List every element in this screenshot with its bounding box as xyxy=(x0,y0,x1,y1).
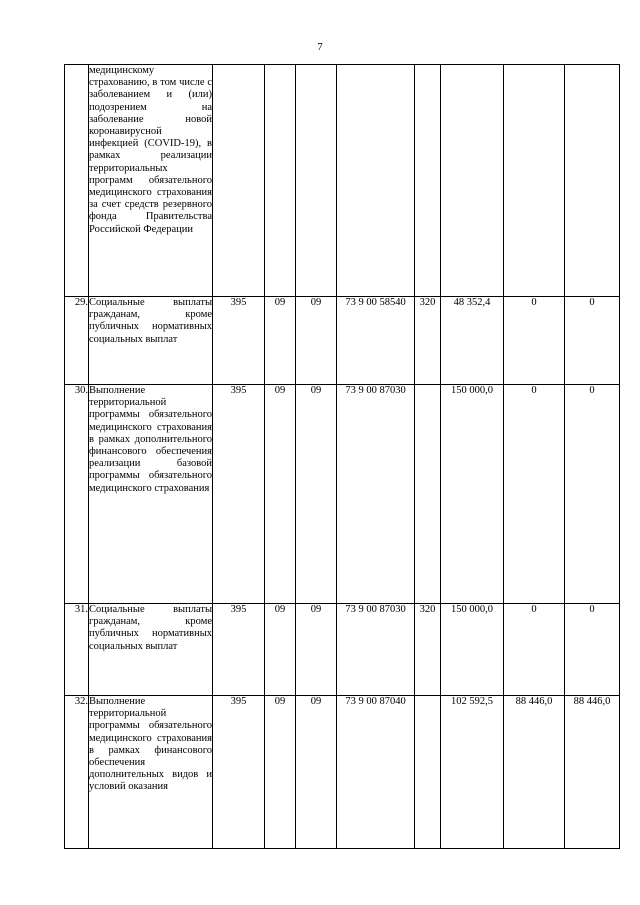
table-row xyxy=(65,696,620,849)
budget-table xyxy=(64,64,620,849)
amount-year-1: 102 592,5 xyxy=(441,696,504,849)
section-code: 09 xyxy=(265,297,296,385)
row-description: Выполнение территориальной программы обязательного медицинского страхования в рамках дополнительного финансового обеспечения реализации базовой программы обязательного медицинского страхования xyxy=(89,385,213,604)
page-number: 7 xyxy=(317,41,323,53)
table-row xyxy=(65,297,620,385)
expense-type-code: 320 xyxy=(415,297,441,385)
amount-year-2: 0 xyxy=(504,604,565,696)
amount-year-3: 0 xyxy=(565,297,620,385)
amount-year-1 xyxy=(441,65,504,297)
row-description: Социальные выплаты гражданам, кроме публичных нормативных социальных выплат xyxy=(89,297,213,385)
amount-year-2: 0 xyxy=(504,297,565,385)
amount-year-1: 150 000,0 xyxy=(441,385,504,604)
ministry-code: 395 xyxy=(213,696,265,849)
section-code: 09 xyxy=(265,385,296,604)
expense-type-code: 320 xyxy=(415,604,441,696)
subsection-code: 09 xyxy=(296,297,337,385)
target-article-code: 73 9 00 58540 xyxy=(337,297,415,385)
amount-year-2: 88 446,0 xyxy=(504,696,565,849)
amount-year-3: 0 xyxy=(565,385,620,604)
target-article-code: 73 9 00 87030 xyxy=(337,604,415,696)
expense-type-code xyxy=(415,696,441,849)
row-number xyxy=(65,65,89,297)
ministry-code: 395 xyxy=(213,385,265,604)
row-number: 29. xyxy=(65,297,89,385)
table-row xyxy=(65,385,620,604)
section-code: 09 xyxy=(265,696,296,849)
amount-year-3: 0 xyxy=(565,604,620,696)
amount-year-1: 150 000,0 xyxy=(441,604,504,696)
amount-year-2: 0 xyxy=(504,385,565,604)
ministry-code: 395 xyxy=(213,297,265,385)
section-code: 09 xyxy=(265,604,296,696)
table-row xyxy=(65,65,620,297)
amount-year-1: 48 352,4 xyxy=(441,297,504,385)
row-description: Социальные выплаты гражданам, кроме публичных нормативных социальных выплат xyxy=(89,604,213,696)
expense-type-code xyxy=(415,385,441,604)
target-article-code xyxy=(337,65,415,297)
row-description: Выполнение территориальной программы обязательного медицинского страхования в рамках финансового обеспечения дополнительных видов и условий оказания xyxy=(89,696,213,849)
subsection-code xyxy=(296,65,337,297)
amount-year-3 xyxy=(565,65,620,297)
target-article-code: 73 9 00 87030 xyxy=(337,385,415,604)
section-code xyxy=(265,65,296,297)
row-description: медицинскому страхованию, в том числе с заболеванием и (или) подозрением на заболевание новой коронавирусной инфекцией (COVID-19), в рамках реализации территориальных программ обязательного медицинского страхования за счет средств резервного фонда Правительства Российской Федерации xyxy=(89,65,213,297)
row-number: 31. xyxy=(65,604,89,696)
ministry-code: 395 xyxy=(213,604,265,696)
table-row xyxy=(65,604,620,696)
subsection-code: 09 xyxy=(296,385,337,604)
row-number: 30. xyxy=(65,385,89,604)
amount-year-3: 88 446,0 xyxy=(565,696,620,849)
ministry-code xyxy=(213,65,265,297)
expense-type-code xyxy=(415,65,441,297)
subsection-code: 09 xyxy=(296,696,337,849)
row-number: 32. xyxy=(65,696,89,849)
amount-year-2 xyxy=(504,65,565,297)
target-article-code: 73 9 00 87040 xyxy=(337,696,415,849)
subsection-code: 09 xyxy=(296,604,337,696)
